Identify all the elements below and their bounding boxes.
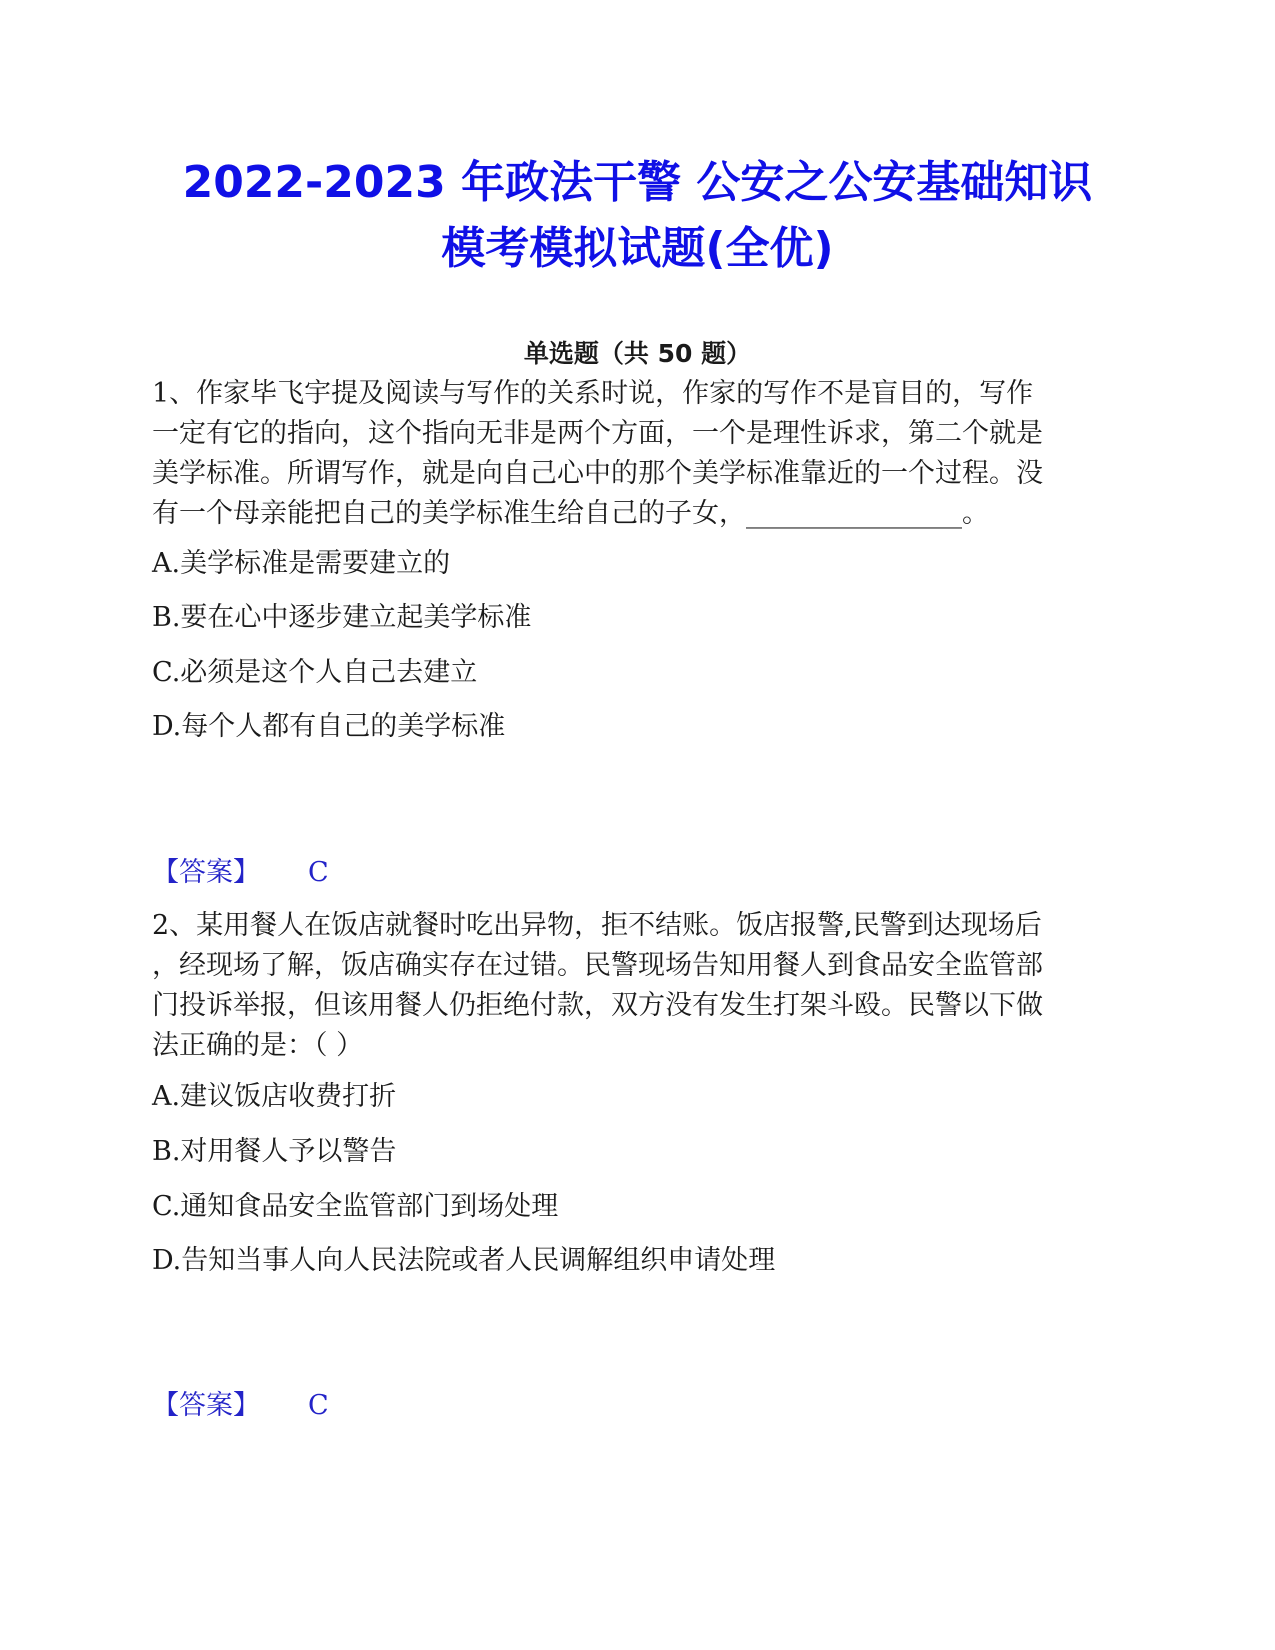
question-2-stem-line: ，经现场了解，饭店确实存在过错。民警现场告知用餐人到食品安全监管部 bbox=[152, 950, 1043, 981]
question-2-stem-line: 法正确的是：（ ） bbox=[152, 1030, 364, 1061]
question-2-option-c: C.通知食品安全监管部门到场处理 bbox=[152, 1191, 559, 1222]
answer-value: C bbox=[308, 1390, 329, 1421]
question-1-option-b: B.要在心中逐步建立起美学标准 bbox=[152, 602, 532, 633]
question-2-option-a: A.建议饭店收费打折 bbox=[152, 1081, 397, 1112]
question-1-stem-line: 美学标准。所谓写作，就是向自己心中的那个美学标准靠近的一个过程。没 bbox=[152, 458, 1043, 489]
answer-value: C bbox=[308, 857, 329, 888]
question-1-answer bbox=[152, 855, 329, 891]
question-2-stem bbox=[152, 906, 1122, 1066]
question-1-stem-line: 1、作家毕飞宇提及阅读与写作的关系时说，作家的写作不是盲目的，写作 bbox=[152, 378, 1034, 409]
document-title-line-1: 2022-2023 年政法干警 公安之公安基础知识 bbox=[182, 157, 1093, 208]
question-2-stem-line: 门投诉举报，但该用餐人仍拒绝付款，双方没有发生打架斗殴。民警以下做 bbox=[152, 990, 1043, 1021]
document-title-line-2: 模考模拟试题(全优) bbox=[441, 223, 834, 274]
question-1-option-a: A.美学标准是需要建立的 bbox=[152, 548, 451, 579]
question-2-option-d: D.告知当事人向人民法院或者人民调解组织申请处理 bbox=[152, 1245, 776, 1276]
question-2-stem-line: 2、某用餐人在饭店就餐时吃出异物，拒不结账。饭店报警,民警到达现场后 bbox=[152, 910, 1042, 941]
question-1-option-d: D.每个人都有自己的美学标准 bbox=[152, 711, 506, 742]
question-1-stem bbox=[152, 374, 1122, 534]
question-1-stem-line: 一定有它的指向，这个指向无非是两个方面，一个是理性诉求，第二个就是 bbox=[152, 418, 1043, 449]
question-2-option-b: B.对用餐人予以警告 bbox=[152, 1136, 397, 1167]
answer-label: 【答案】 bbox=[152, 857, 260, 888]
question-1-stem-line: 有一个母亲能把自己的美学标准生给自己的子女，________________。 bbox=[152, 498, 989, 529]
question-1-option-c: C.必须是这个人自己去建立 bbox=[152, 657, 478, 688]
section-heading: 单选题（共 50 题） bbox=[523, 339, 752, 368]
answer-label: 【答案】 bbox=[152, 1390, 260, 1421]
document-title bbox=[100, 150, 1175, 282]
question-2-answer bbox=[152, 1388, 329, 1424]
